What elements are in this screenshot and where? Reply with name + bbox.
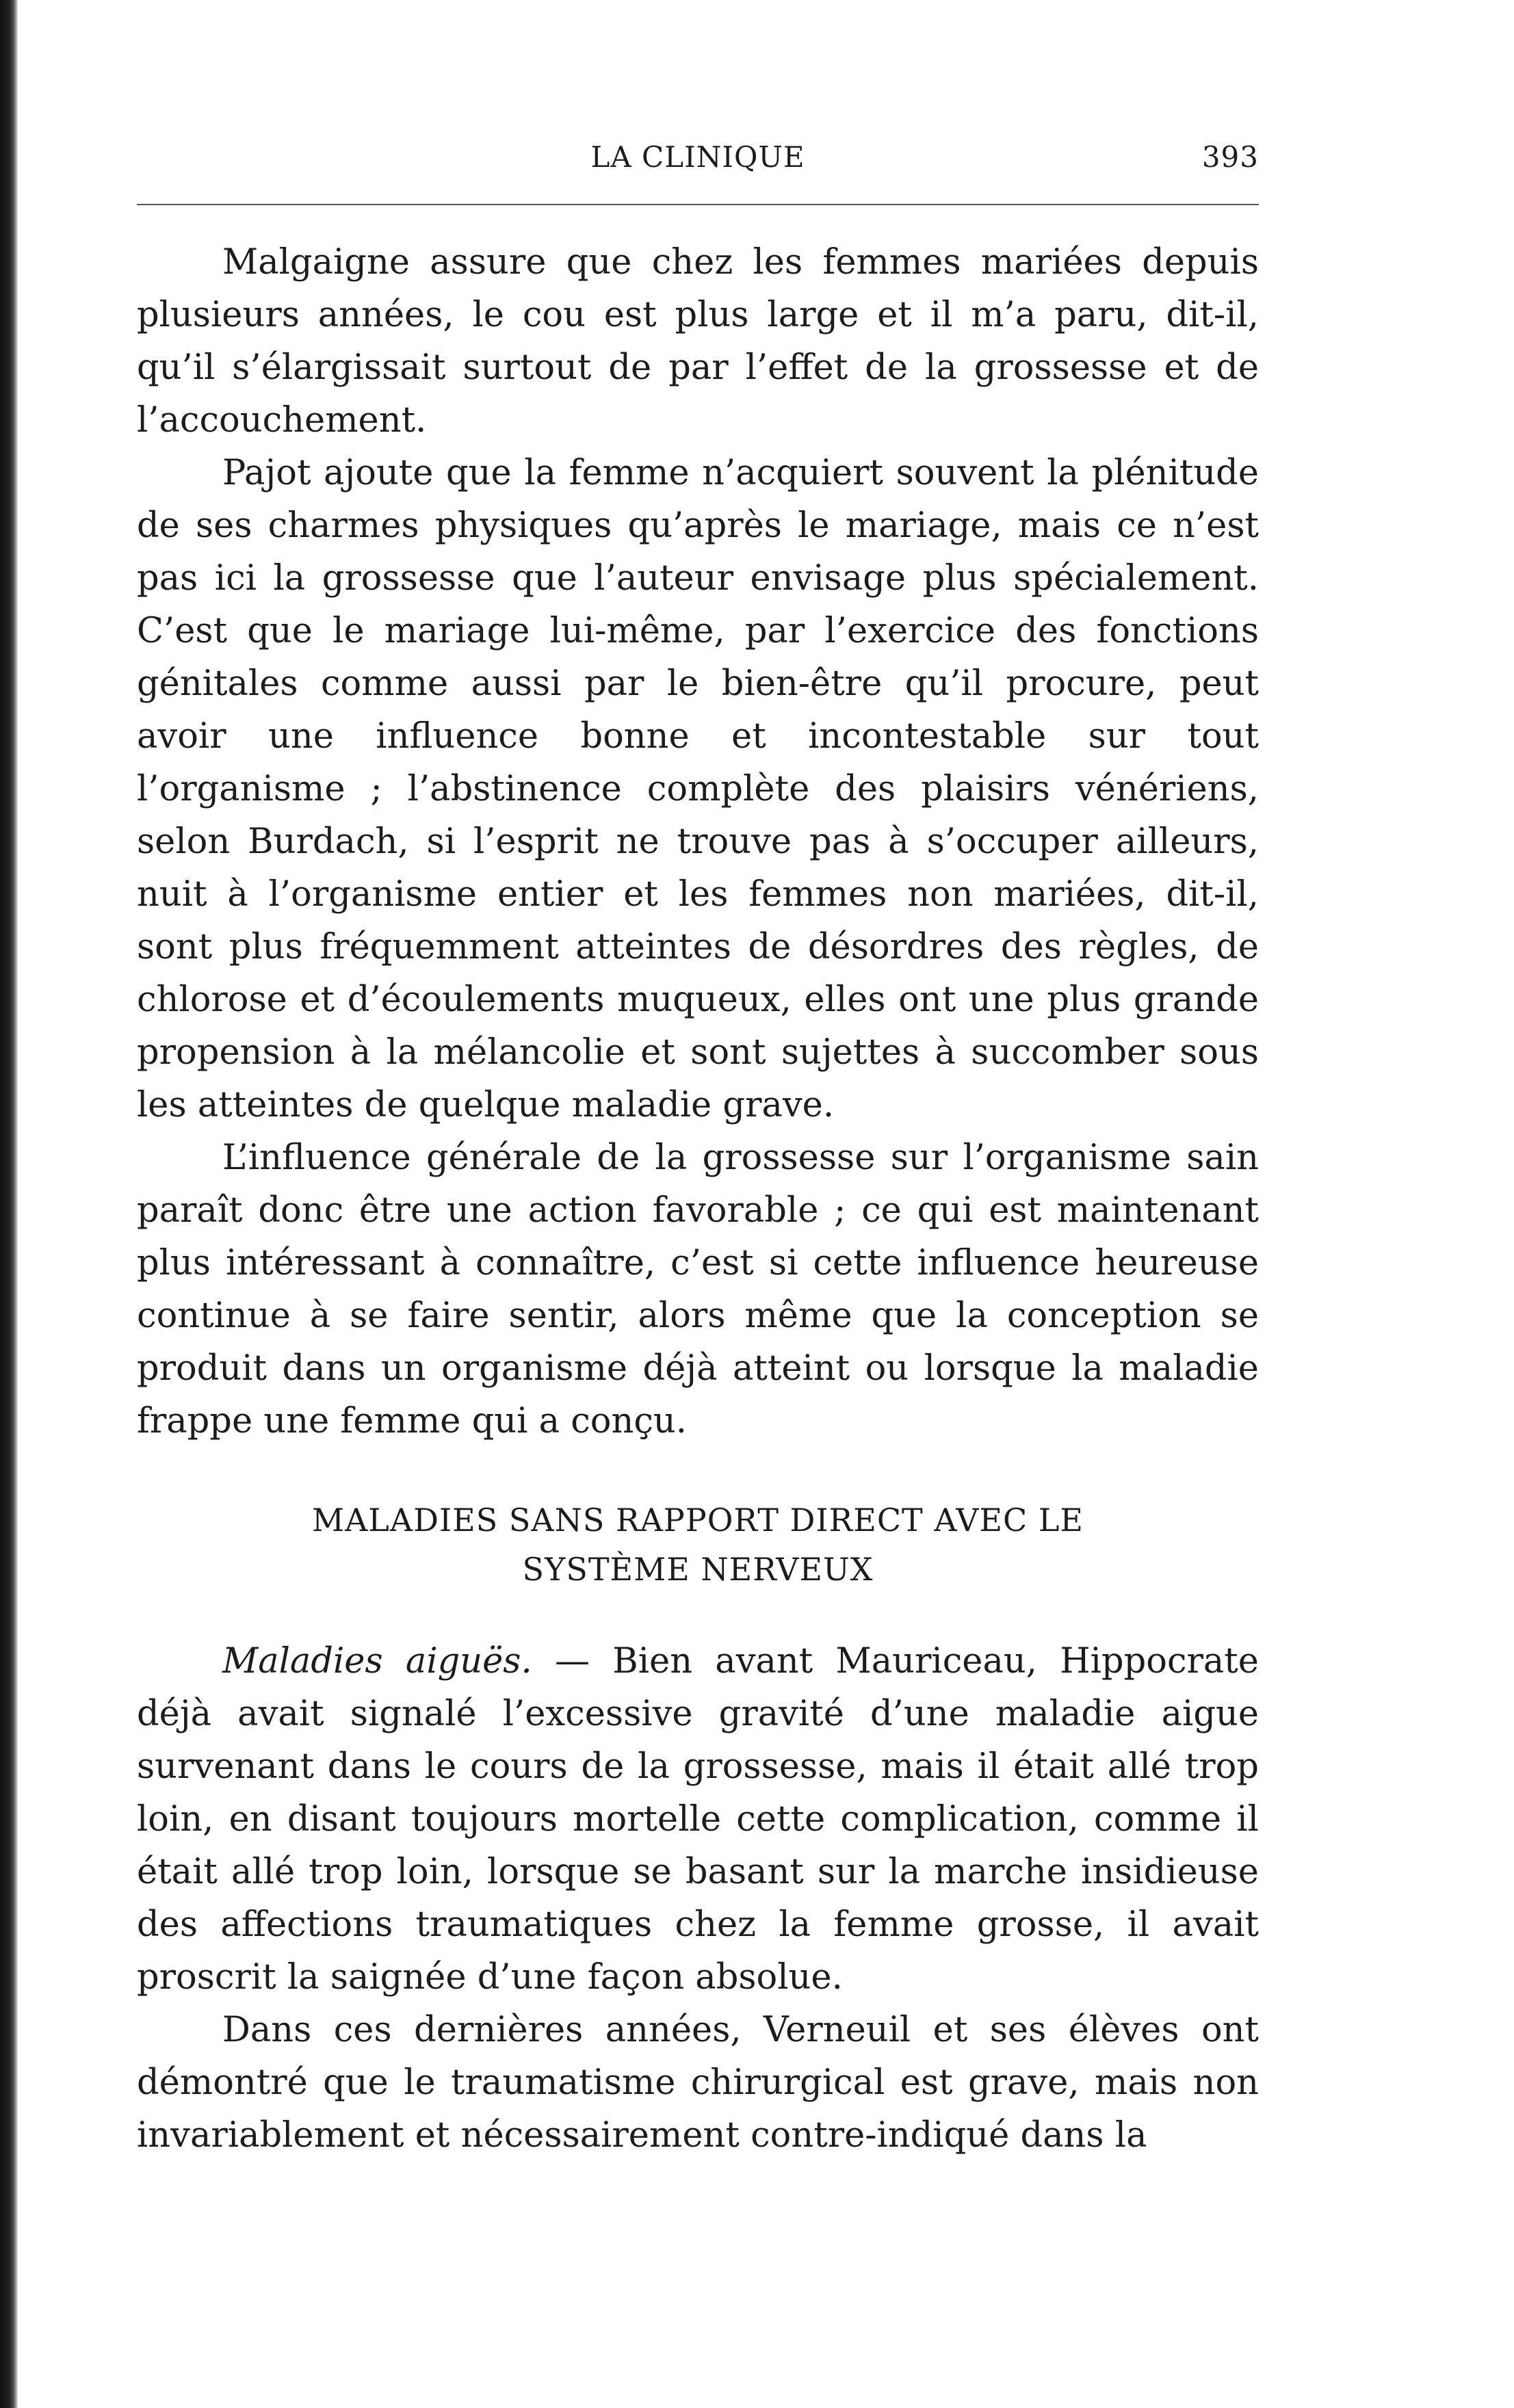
paragraph-maladies-aigues-text: — Bien avant Mauriceau, Hippocrate déjà avait signalé l’excessive gravité d’une maladie aigue survenant dans le cours de la grossesse, mais il était allé trop loin, en disant toujours mortelle cette complication, comme il était allé trop loin, lorsque se basant sur la marche insidieuse des affections traumatiques chez la femme grosse, il avait proscrit la saignée d’une façon absolue. — [137, 1641, 1259, 1998]
section-heading-line-2: SYSTÈME NERVEUX — [522, 1551, 874, 1588]
running-title: LA CLINIQUE — [590, 140, 805, 174]
paragraph-verneuil: Dans ces dernières années, Verneuil et ses élèves ont démontré que le traumatisme chirurgical est grave, mais non invariablement et nécessairement contre-indiqué dans la — [137, 2010, 1259, 2156]
paragraph-pajot: Pajot ajoute que la femme n’acquiert souvent la plénitude de ses charmes physiques qu’après le mariage, mais ce n’est pas ici la grossesse que l’auteur envisage plus spécialement. C’est que le mariage lui-même, par l’exercice des fonctions génitales comme aussi par le bien-être qu’il procure, peut avoir une influence bonne et incontestable sur tout l’organisme ; l’abstinence complète des plaisirs vénériens, selon Burdach, si l’esprit ne trouve pas à s’occuper ailleurs, nuit à l’organisme entier et les femmes non mariées, dit-il, sont plus fréquemment atteintes de désordres des règles, de chlorose et d’écoulements muqueux, elles ont une plus grande propension à la mélancolie et sont sujettes à succomber sous les atteintes de quelque maladie grave. — [137, 453, 1259, 1125]
section-heading — [137, 1495, 1259, 1594]
page-number: 393 — [1201, 140, 1259, 174]
paragraph-maladies-aigues — [137, 1635, 1259, 2004]
paragraph-malgaigne: Malgaigne assure que chez les femmes mariées depuis plusieurs années, le cou est plus large et il m’a paru, dit-il, qu’il s’élargissait surtout de par l’effet de la grossesse et de l’accouchement. — [137, 242, 1259, 441]
page-binding-edge — [0, 0, 18, 2408]
body-text — [137, 236, 1259, 2162]
paragraph-influence: L’influence générale de la grossesse sur l’organisme sain paraît donc être une action favorable ; ce qui est maintenant plus intéressant à connaître, c’est si cette influence heureuse continue à se faire sentir, alors même que la conception se produit dans un organisme déjà atteint ou lorsque la maladie frappe une femme qui a conçu. — [137, 1138, 1259, 1441]
subsection-lead: Maladies aiguës. — [222, 1641, 532, 1681]
running-header — [137, 140, 1259, 181]
section-heading-line-1: MALADIES SANS RAPPORT DIRECT AVEC LE — [311, 1502, 1084, 1539]
header-rule — [137, 204, 1259, 205]
